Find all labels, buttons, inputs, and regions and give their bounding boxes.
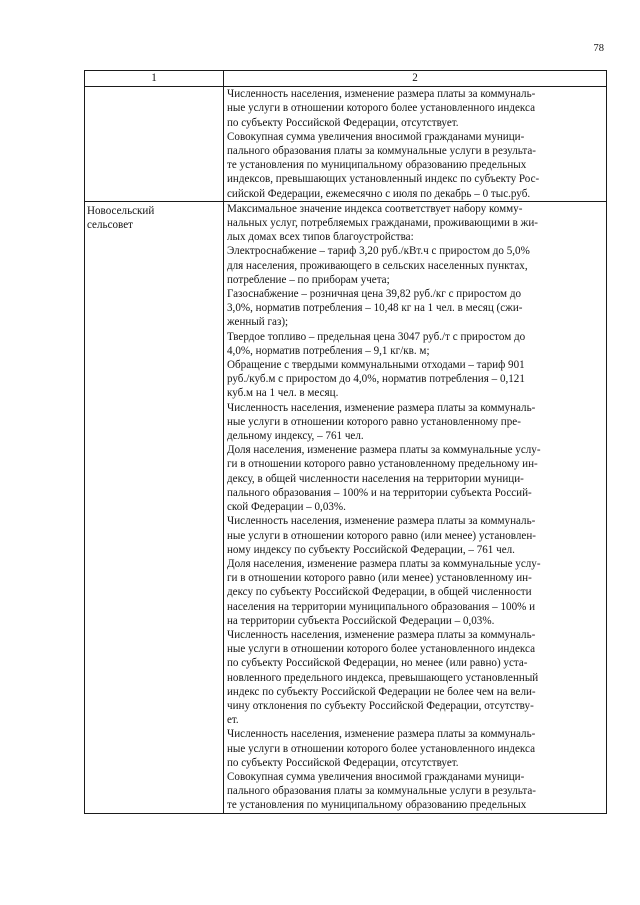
municipality-name-line: сельсовет: [87, 219, 133, 232]
municipality-cell-empty: [85, 87, 224, 202]
paragraph: Численность населения, изменение размера платы за коммуналь- ные услуги в отношении которого равно (или менее) установлен- ному индексу по субъекту Российской Федерации, – 761 чел.: [227, 515, 536, 556]
paragraph: Численность населения, изменение размера платы за коммуналь- ные услуги в отношении которого более установленного индекса по субъекту Российской Федерации, отсутствует.: [227, 88, 536, 129]
table-header-row: [85, 71, 607, 87]
paragraph: Газоснабжение – розничная цена 39,82 руб./кг с приростом до 3,0%, норматив потребления – 10,48 кг на 1 чел. в месяц (сжи- женный газ);: [227, 288, 523, 329]
paragraph: Доля населения, изменение размера платы за коммунальные услу- ги в отношении которого равно установленному предельному ин- дексу, в общей численности населения на территории муници- пального образования – 100% и на территории субъекта Россий- ской Федерации – 0,03%.: [227, 444, 541, 514]
column-header-1: 1: [85, 71, 224, 87]
paragraph: Обращение с твердыми коммунальными отходами – тариф 901 руб./куб.м с приростом до 4,0%, норматив потребления – 0,121 куб.м на 1 чел. в месяц.: [227, 359, 525, 400]
index-table: [84, 70, 607, 814]
description-cell: [224, 87, 607, 202]
paragraph: Численность населения, изменение размера платы за коммуналь- ные услуги в отношении которого более установленного индекса по субъекту Российской Федерации, отсутствует.: [227, 728, 536, 769]
column-header-2: 2: [224, 71, 607, 87]
paragraph: Твердое топливо – предельная цена 3047 руб./т с приростом до 4,0%, норматив потребления – 9,1 кг/кв. м;: [227, 330, 526, 357]
description-cell: [224, 201, 607, 813]
paragraph: Максимальное значение индекса соответствует набору комму- нальных услуг, потребляемых гражданами, проживающими в жи- лых домах всех типов благоустройства:: [227, 202, 538, 244]
paragraph: Совокупная сумма увеличения вносимой гражданами муници- пального образования платы за коммунальные услуги в результа- те установления по муниципальному образованию предельных индексов, превышающих установленный индекс по субъекту Рос- сийской Федерации, ежемесячно с июля по декабрь – 0 тыс.руб.: [227, 130, 540, 200]
page-number: 78: [593, 43, 604, 54]
paragraph: Электроснабжение – тариф 3,20 руб./кВт.ч с приростом до 5,0% для населения, проживающего в сельских населенных пунктах, потребление – по приборам учета;: [227, 245, 530, 286]
table-row: [85, 87, 607, 202]
municipality-name-line: Новосельский: [87, 204, 155, 217]
paragraph: Численность населения, изменение размера платы за коммуналь- ные услуги в отношении которого равно установленному пре- дельному индексу, – 761 чел.: [227, 401, 536, 443]
paragraph: Численность населения, изменение размера платы за коммуналь- ные услуги в отношении которого более установленного индекса по субъекту Российской Федерации, но менее (или равно) уста- новленного предельного индекса, превышающего установленный индекс по субъекту Российской Федерации не более чем на вели- чину отклонения по субъекту Российской Федерации, отсутству- ет.: [227, 628, 539, 727]
paragraph: Доля населения, изменение размера платы за коммунальные услу- ги в отношении которого равно (или менее) установленному ин- дексу по субъекту Российской Федерации, в общей численности населения на территории муниципального образования – 100% и на территории субъекта Российской Федерации – 0,03%.: [227, 557, 541, 627]
table-row: [85, 201, 607, 813]
paragraph: Совокупная сумма увеличения вносимой гражданами муници- пального образования платы за коммунальные услуги в результа- те установления по муниципальному образованию предельных: [227, 770, 536, 812]
municipality-cell: [85, 201, 224, 813]
